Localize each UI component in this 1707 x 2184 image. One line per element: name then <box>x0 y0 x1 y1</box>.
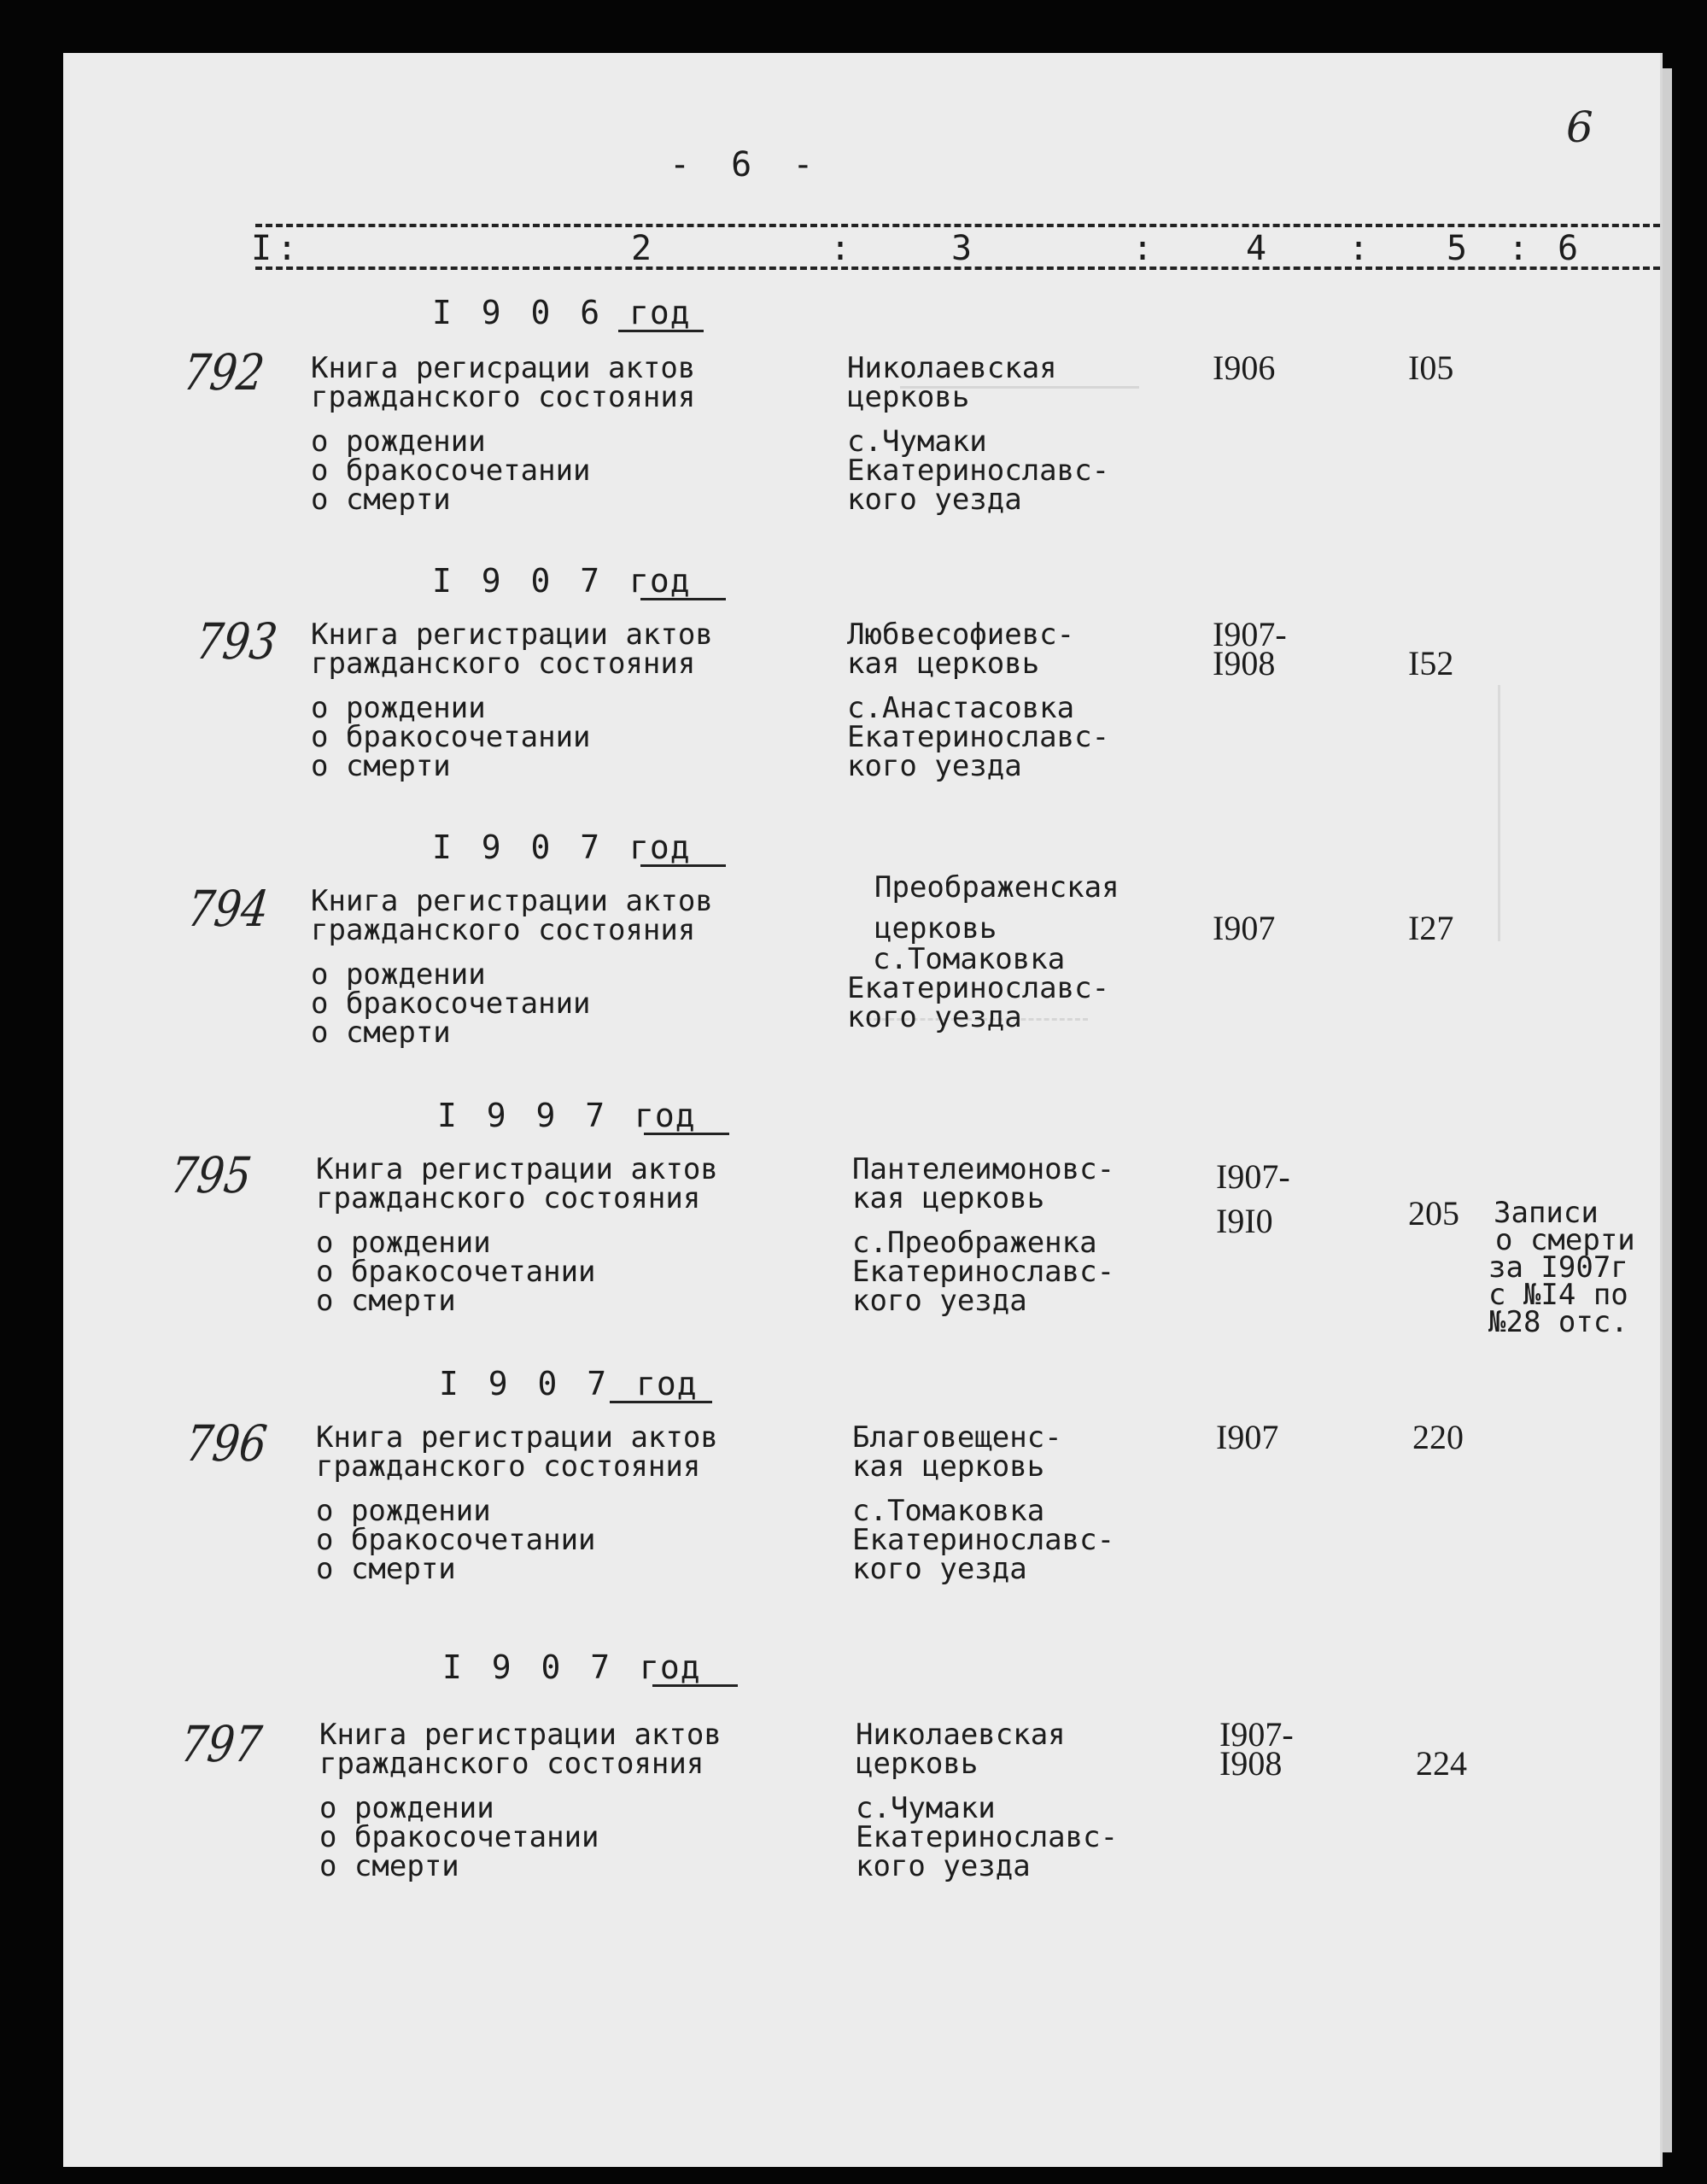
place-line: Екатеринославс- <box>852 1523 1115 1557</box>
subject-line: о бракосочетании <box>319 1820 599 1854</box>
subject-line: о бракосочетании <box>311 720 591 754</box>
church-line: церковь <box>874 911 997 946</box>
item-number: 796 <box>182 1414 271 1473</box>
year-heading: I 9 9 7 год <box>437 1097 696 1134</box>
title-line: гражданского состояния <box>319 1747 704 1781</box>
subject-line: о рождении <box>311 957 486 992</box>
church-line: Николаевская <box>847 351 1057 385</box>
entry-source <box>847 351 1110 517</box>
column-header-6: 6 <box>1558 229 1580 268</box>
place-line: с.Чумаки <box>856 1791 996 1825</box>
church-line: Пантелеимоновс- <box>852 1152 1115 1186</box>
place-line: с.Преображенка <box>852 1226 1097 1260</box>
column-header-4: 4 <box>1246 229 1268 268</box>
church-line: Николаевская <box>856 1718 1066 1752</box>
bleed-through-mark <box>1498 685 1603 941</box>
entry-description <box>319 1720 722 1881</box>
subject-line: о смерти <box>319 1849 459 1883</box>
entry-source <box>847 620 1109 781</box>
column-separator: : <box>1348 229 1371 268</box>
title-line: Книга регисрации актов <box>311 351 696 385</box>
subject-line: о бракосочетании <box>311 454 591 488</box>
place-line: Екатеринославс- <box>847 720 1110 754</box>
place-line: с.Анастасовка <box>847 691 1075 725</box>
place-line: с.Томаковка <box>873 942 1066 976</box>
place-line: кого уезда <box>847 1000 1022 1034</box>
header-bottom-rule <box>255 266 1660 270</box>
header-top-rule <box>255 224 1660 227</box>
entry-dates: I907- I9I0 <box>1216 1157 1290 1240</box>
year-heading: I 9 0 7 год <box>432 562 691 600</box>
subject-line: о рождении <box>311 691 486 725</box>
title-line: гражданского состояния <box>316 1449 701 1484</box>
entry-dates: I907- I908 <box>1219 1715 1294 1783</box>
bleed-through-mark <box>866 1018 1088 1140</box>
church-line: кая церковь <box>852 1181 1045 1215</box>
column-separator: : <box>1508 229 1530 268</box>
place-line: кого уезда <box>852 1552 1027 1586</box>
archive-inventory-page <box>63 53 1663 2167</box>
entry-description <box>316 1152 718 1318</box>
place-line: Екатеринославс- <box>852 1255 1115 1289</box>
item-number: 793 <box>192 612 281 670</box>
subject-line: о рождении <box>311 425 486 459</box>
note-line: Записи <box>1494 1196 1599 1230</box>
title-line: гражданского состояния <box>311 647 696 681</box>
entry-source <box>852 1152 1115 1318</box>
year-underline <box>640 598 726 600</box>
note-line: за I907г <box>1488 1250 1628 1285</box>
title-line: гражданского состояния <box>311 380 696 414</box>
church-line: Любвесофиевс- <box>847 618 1075 652</box>
year-heading: I 9 0 7 год <box>439 1365 698 1402</box>
item-number: 797 <box>177 1715 266 1773</box>
subject-line: о смерти <box>316 1552 456 1586</box>
entry-description <box>311 884 713 1050</box>
church-line: кая церковь <box>852 1449 1045 1484</box>
note-line: №28 отс. <box>1488 1305 1628 1339</box>
subject-line: о рождении <box>316 1494 491 1528</box>
place-line: Екатеринославс- <box>847 454 1110 488</box>
place-line: Екатеринославс- <box>847 971 1110 1005</box>
page-number: - 6 - <box>669 145 824 184</box>
church-line: церковь <box>847 380 970 414</box>
place-line: кого уезда <box>856 1849 1031 1883</box>
entry-dates: I907 <box>1213 909 1276 947</box>
subject-line: о рождении <box>316 1226 491 1260</box>
entry-source <box>856 1720 1118 1881</box>
title-line: Книга регистрации актов <box>311 884 713 918</box>
entry-description <box>311 351 696 517</box>
entry-sheets: 205 <box>1408 1194 1459 1233</box>
subject-line: о смерти <box>316 1284 456 1318</box>
handwritten-page-mark: 6 <box>1566 102 1593 152</box>
column-header-5: 5 <box>1447 229 1469 268</box>
year-heading: I 9 0 7 год <box>432 829 691 866</box>
column-separator: : <box>1132 229 1155 268</box>
year-underline <box>644 1133 729 1135</box>
entry-sheets: I52 <box>1408 644 1454 682</box>
year-heading: I 9 0 7 год <box>442 1648 701 1686</box>
entry-sheets: 224 <box>1416 1744 1467 1783</box>
title-line: гражданского состояния <box>316 1181 701 1215</box>
subject-line: о смерти <box>311 1016 451 1050</box>
title-line: Книга регистрации актов <box>316 1420 718 1455</box>
church-line: Преображенская <box>874 870 1119 905</box>
entry-dates: I907- I908 <box>1213 615 1287 682</box>
note-line: с №I4 по <box>1488 1278 1628 1312</box>
item-number: 795 <box>167 1146 255 1204</box>
entry-sheets: I27 <box>1408 909 1454 947</box>
note-line: о смерти <box>1495 1223 1635 1257</box>
place-line: с.Томаковка <box>852 1494 1045 1528</box>
year-underline <box>640 864 726 867</box>
church-line: Благовещенс- <box>852 1420 1062 1455</box>
column-separator: : <box>277 229 299 268</box>
entry-dates: I907 <box>1216 1418 1279 1456</box>
entry-source <box>852 1420 1115 1586</box>
entry-source <box>874 870 1119 946</box>
subject-line: о бракосочетании <box>316 1523 596 1557</box>
column-header-3: 3 <box>951 229 973 268</box>
year-underline <box>652 1684 738 1687</box>
column-header-2: 2 <box>631 229 653 268</box>
entry-note <box>1488 1196 1635 1339</box>
title-line: Книга регистрации актов <box>316 1152 718 1186</box>
entry-place <box>847 942 1110 1034</box>
subject-line: о рождении <box>319 1791 494 1825</box>
title-line: Книга регистрации актов <box>311 618 713 652</box>
place-line: Екатеринославс- <box>856 1820 1119 1854</box>
year-underline <box>618 330 704 332</box>
entry-dates: I906 <box>1213 348 1276 387</box>
title-line: гражданского состояния <box>311 913 696 947</box>
item-number: 792 <box>179 343 268 401</box>
column-separator: : <box>830 229 852 268</box>
subject-line: о смерти <box>311 749 451 783</box>
entry-sheets: I05 <box>1408 348 1454 387</box>
place-line: кого уезда <box>852 1284 1027 1318</box>
place-line: кого уезда <box>847 749 1022 783</box>
subject-line: о смерти <box>311 483 451 517</box>
church-line: церковь <box>856 1747 979 1781</box>
year-underline <box>610 1401 712 1403</box>
title-line: Книга регистрации актов <box>319 1718 722 1752</box>
item-number: 794 <box>184 880 272 938</box>
entry-description <box>311 620 713 781</box>
entry-sheets: 220 <box>1412 1418 1464 1456</box>
year-heading: I 9 0 6 год <box>432 294 691 331</box>
column-header-1: I <box>251 229 273 268</box>
subject-line: о бракосочетании <box>311 987 591 1021</box>
place-line: кого уезда <box>847 483 1022 517</box>
subject-line: о бракосочетании <box>316 1255 596 1289</box>
entry-description <box>316 1420 718 1586</box>
place-line: с.Чумаки <box>847 425 987 459</box>
church-line: кая церковь <box>847 647 1040 681</box>
